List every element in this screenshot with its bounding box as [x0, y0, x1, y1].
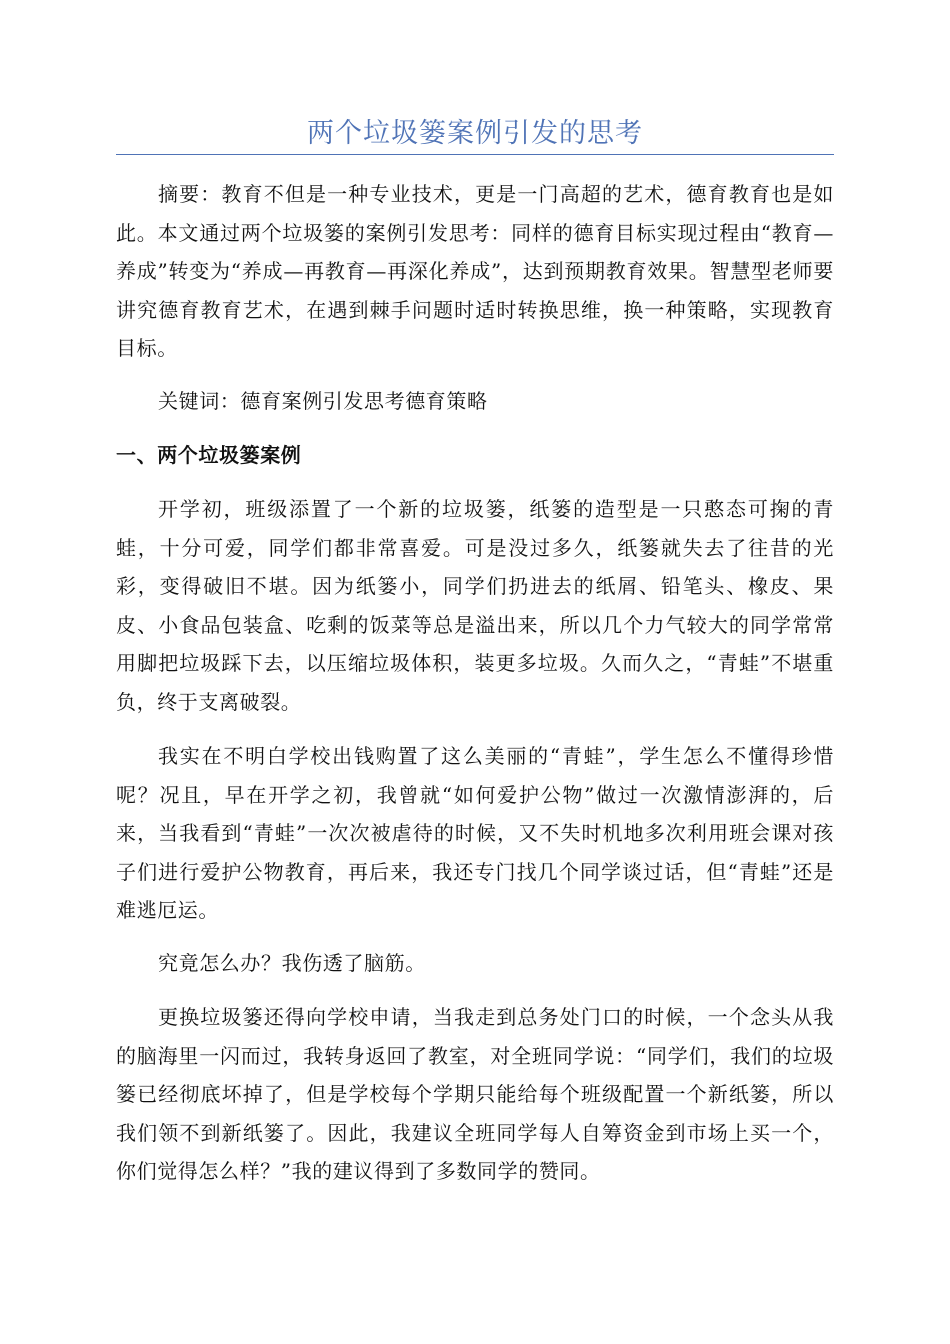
- body-paragraph-4: 更换垃圾篓还得向学校申请，当我走到总务处门口的时候，一个念头从我的脑海里一闪而过，我转身返回了教室，对全班同学说：“同学们，我们的垃圾篓已经彻底坏掉了，但是学校每个学期只能给每个班级配置一个新纸篓，所以我们领不到新纸篓了。因此，我建议全班同学每人自筹资金到市场上买一个，你们觉得怎么样？”我的建议得到了多数同学的赞同。: [116, 1005, 834, 1183]
- body-paragraph-1: 开学初，班级添置了一个新的垃圾篓，纸篓的造型是一只憨态可掬的青蛙，十分可爱，同学们都非常喜爱。可是没过多久，纸篓就失去了往昔的光彩，变得破旧不堪。因为纸篓小，同学们扔进去的纸屑、铅笔头、橡皮、果皮、小食品包装盒、吃剩的饭菜等总是溢出来，所以几个力气较大的同学常常用脚把垃圾踩下去，以压缩垃圾体积，装更多垃圾。久而久之，“青蛙”不堪重负，终于支离破裂。: [116, 497, 834, 714]
- abstract-paragraph: 摘要：教育不但是一种专业技术，更是一门高超的艺术，德育教育也是如此。本文通过两个垃圾篓的案例引发思考：同样的德育目标实现过程由“教育—养成”转变为“养成—再教育—再深化养成”，达到预期教育效果。智慧型老师要讲究德育教育艺术，在遇到棘手问题时适时转换思维，换一种策略，实现教育目标。: [116, 182, 834, 360]
- document-title: 两个垃圾篓案例引发的思考: [307, 118, 643, 149]
- keywords-line: 关键词：德育案例引发思考德育策略: [158, 389, 488, 413]
- section-heading: 一、两个垃圾篓案例: [116, 443, 302, 467]
- body-paragraph-3: 究竟怎么办？我伤透了脑筋。: [158, 951, 426, 975]
- title-underline-rule: [116, 154, 834, 155]
- body-paragraph-2: 我实在不明白学校出钱购置了这么美丽的“青蛙”，学生怎么不懂得珍惜呢？况且，早在开学之初，我曾就“如何爱护公物”做过一次激情澎湃的，后来，当我看到“青蛙”一次次被虐待的时候，又不失时机地多次利用班会课对孩子们进行爱护公物教育，再后来，我还专门找几个同学谈过话，但“青蛙”还是难逃厄运。: [116, 744, 834, 922]
